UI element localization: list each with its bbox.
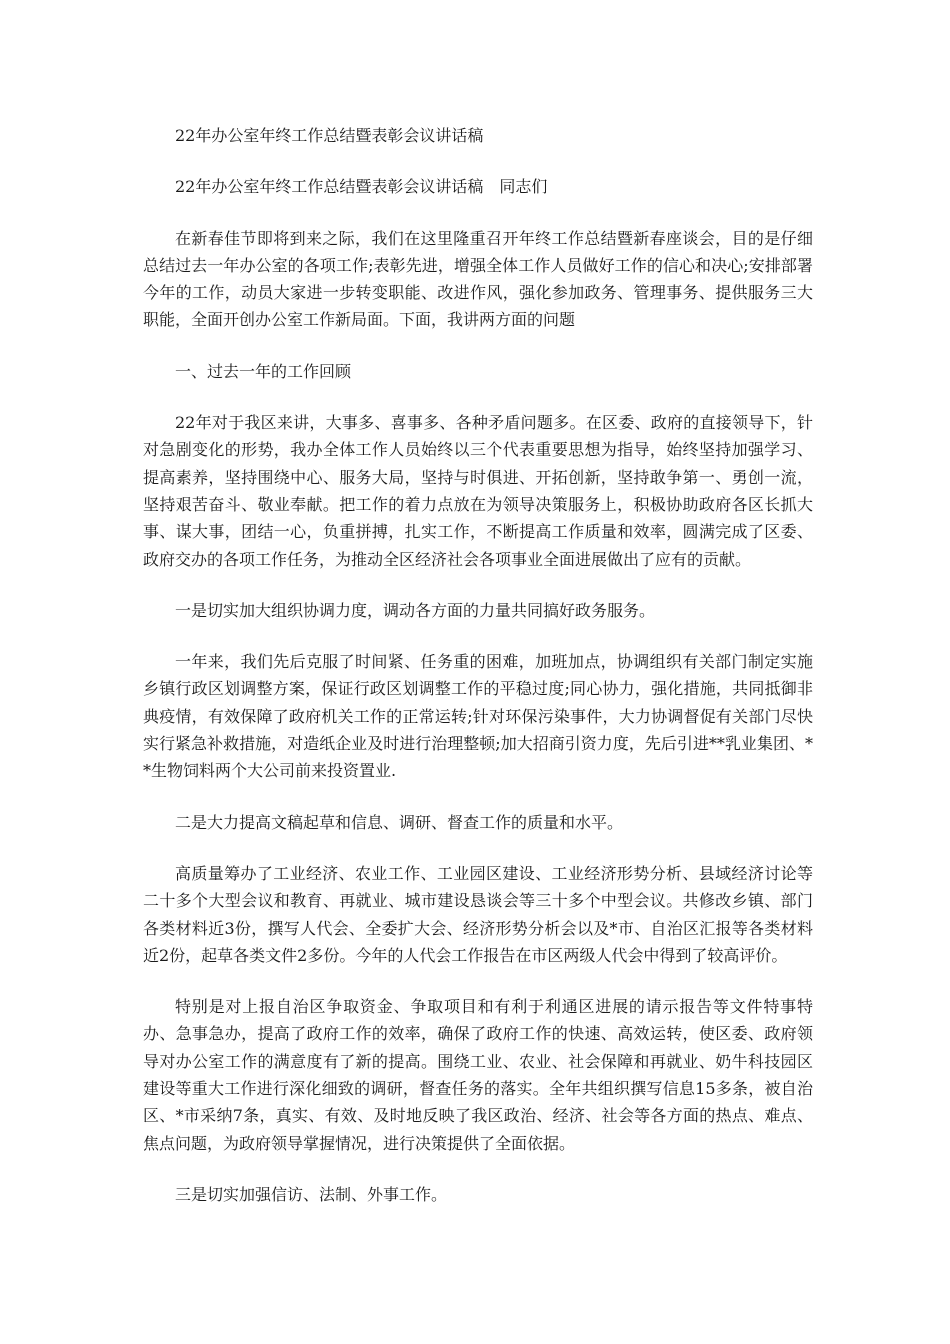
paragraph-coordination: 一年来，我们先后克服了时间紧、任务重的困难，加班加点，协调组织有关部门制定实施乡镇行政区划调整方案，保证行政区划调整工作的平稳过度;同心协力，强化措施，共同抵御非典疫情，有效保障了政府机关工作的正常运转;针对环保污染事件，大力协调督促有关部门尽快实行紧急补救措施，对造纸企业及时进行治理整顿;加大招商引资力度，先后引进**乳业集团、**生物饲料两个大公司前来投资置业.: [143, 652, 813, 781]
section-heading-review: 一、过去一年的工作回顾: [175, 361, 352, 381]
subheading-drafting: 二是大力提高文稿起草和信息、调研、督查工作的质量和水平。: [175, 812, 624, 832]
document-page: [143, 122, 813, 1208]
document-title: 22年办公室年终工作总结暨表彰会议讲话稿: [175, 126, 484, 145]
subheading-petitions: 三是切实加强信访、法制、外事工作。: [175, 1184, 448, 1204]
paragraph-reports: 特别是对上报自治区争取资金、争取项目和有利于利通区进展的请示报告等文件特事特办、急事急办，提高了政府工作的效率，确保了政府工作的快速、高效运转，使区委、政府领导对办公室工作的满意度有了新的提高。围绕工业、农业、社会保障和再就业、奶牛科技园区建设等重大工作进行深化细致的调研，督查任务的落实。全年共组织撰写信息15多条，被自治区、*市采纳7条，真实、有效、及时地反映了我区政治、经济、社会等各方面的热点、难点、焦点问题，为政府领导掌握情况，进行决策提供了全面依据。: [143, 997, 813, 1153]
paragraph-overview: 22年对于我区来讲，大事多、喜事多、各种矛盾问题多。在区委、政府的直接领导下，针对急剧变化的形势，我办全体工作人员始终以三个代表重要思想为指导，始终坚持加强学习、提高素养，坚持围绕中心、服务大局，坚持与时俱进、开拓创新，坚持敢争第一、勇创一流，坚持艰苦奋斗、敬业奉献。把工作的着力点放在为领导决策服务上，积极协助政府各区长抓大事、谋大事，团结一心，负重拼搏，扎实工作，不断提高工作质量和效率，圆满完成了区委、政府交办的各项工作任务，为推动全区经济社会各项事业全面进展做出了应有的贡献。: [143, 413, 813, 569]
document-subtitle: 22年办公室年终工作总结暨表彰会议讲话稿 同志们: [175, 177, 548, 197]
paragraph-intro: 在新春佳节即将到来之际，我们在这里隆重召开年终工作总结暨新春座谈会，目的是仔细总结过去一年办公室的各项工作;表彰先进，增强全体工作人员做好工作的信心和决心;安排部署今年的工作，动员大家进一步转变职能、改进作风，强化参加政务、管理事务、提供服务三大职能，全面开创办公室工作新局面。下面，我讲两方面的问题: [143, 228, 813, 330]
paragraph-meetings: 高质量筹办了工业经济、农业工作、工业园区建设、工业经济形势分析、县域经济讨论等二十多个大型会议和教育、再就业、城市建设恳谈会等三十多个中型会议。共修改乡镇、部门各类材料近3份，撰写人代会、全委扩大会、经济形势分析会以及*市、自治区汇报等各类材料近2份，起草各类文件2多份。今年的人代会工作报告在市区两级人代会中得到了较高评价。: [143, 863, 813, 965]
subheading-coordination: 一是切实加大组织协调力度，调动各方面的力量共同搞好政务服务。: [175, 600, 656, 620]
